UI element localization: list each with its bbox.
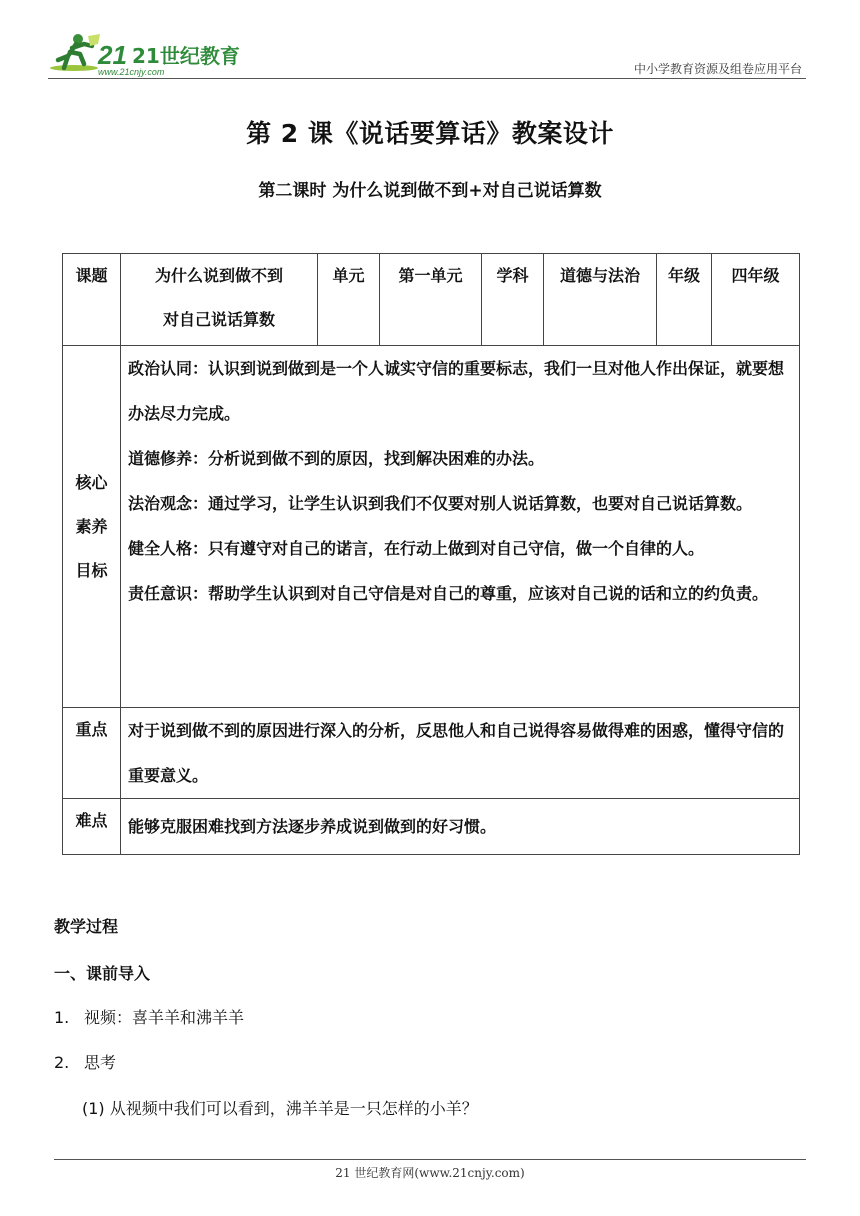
list-number: 1.: [54, 1008, 70, 1027]
page-title: 第 2 课《说话要算话》教案设计: [246, 119, 614, 148]
label-core-goals: [63, 346, 121, 708]
label-topic: 课题: [63, 254, 121, 346]
core-label-line-1: 核心: [75, 472, 108, 492]
header-platform-text: 中小学教育资源及组卷应用平台: [633, 62, 802, 76]
topic-line-1: 为什么说到做不到: [154, 266, 283, 285]
table-row-difficulty: [63, 799, 800, 855]
core-goal-item: 道德修养：分析说到做不到的原因，找到解决困难的办法。: [128, 449, 545, 468]
label-difficulty: 难点: [63, 799, 121, 855]
page-header: [0, 0, 860, 80]
svg-text:21: 21: [98, 40, 127, 70]
key-point-text: 对于说到做不到的原因进行深入的分析，反思他人和自己说得容易做得难的困惑，懂得守信的重要意义。: [121, 708, 800, 799]
lesson-plan-table: [62, 253, 800, 855]
logo-text: 21世纪教育: [132, 44, 240, 68]
list-item-text: 思考: [84, 1053, 117, 1072]
list-item-video: [54, 1005, 244, 1028]
logo-url: www.21cnjy.com: [98, 67, 165, 77]
label-unit: 单元: [318, 254, 380, 346]
header-divider: [48, 78, 806, 79]
site-logo[interactable]: [48, 30, 240, 77]
topic-line-2: 对自己说话算数: [162, 310, 275, 329]
label-subject: 学科: [482, 254, 544, 346]
table-row-info: [63, 254, 800, 346]
topic-cell: [121, 254, 318, 346]
grade-value: 四年级: [712, 254, 800, 346]
table-row-key: [63, 708, 800, 799]
list-item-text: 视频：喜羊羊和沸羊羊: [84, 1008, 245, 1027]
page-footer[interactable]: 21 世纪教育网(www.21cnjy.com): [335, 1166, 525, 1180]
runner-logo-icon: [48, 30, 240, 77]
unit-value: 第一单元: [380, 254, 482, 346]
core-goal-item: 健全人格：只有遵守对自己的诺言，在行动上做到对自己守信，做一个自律的人。: [128, 539, 705, 558]
label-key-point: 重点: [63, 708, 121, 799]
list-item-think: [54, 1050, 116, 1073]
subject-value: 道德与法治: [544, 254, 657, 346]
core-goal-item: 责任意识：帮助学生认识到对自己守信是对自己的尊重，应该对自己说的话和立的约负责。: [128, 584, 769, 603]
core-label-line-2: 素养: [75, 516, 108, 536]
footer-divider: [54, 1159, 806, 1160]
section-intro-heading: 一、课前导入: [54, 964, 151, 983]
core-label-line-3: 目标: [75, 560, 108, 580]
core-goal-item: 法治观念：通过学习，让学生认识到我们不仅要对别人说话算数，也要对自己说话算数。: [128, 494, 753, 513]
page-subtitle: 第二课时 为什么说到做不到+对自己说话算数: [258, 181, 602, 201]
core-goals-content: [121, 346, 800, 708]
label-grade: 年级: [657, 254, 712, 346]
question-1: (1) 从视频中我们可以看到，沸羊羊是一只怎样的小羊？: [82, 1099, 478, 1118]
table-row-core: [63, 346, 800, 708]
process-heading: 教学过程: [54, 917, 119, 936]
difficulty-text: 能够克服困难找到方法逐步养成说到做到的好习惯。: [121, 799, 800, 855]
core-goal-item: 政治认同：认识到说到做到是一个人诚实守信的重要标志，我们一旦对他人作出保证，就要想办法尽力完成。: [128, 359, 785, 423]
list-number: 2.: [54, 1053, 70, 1072]
